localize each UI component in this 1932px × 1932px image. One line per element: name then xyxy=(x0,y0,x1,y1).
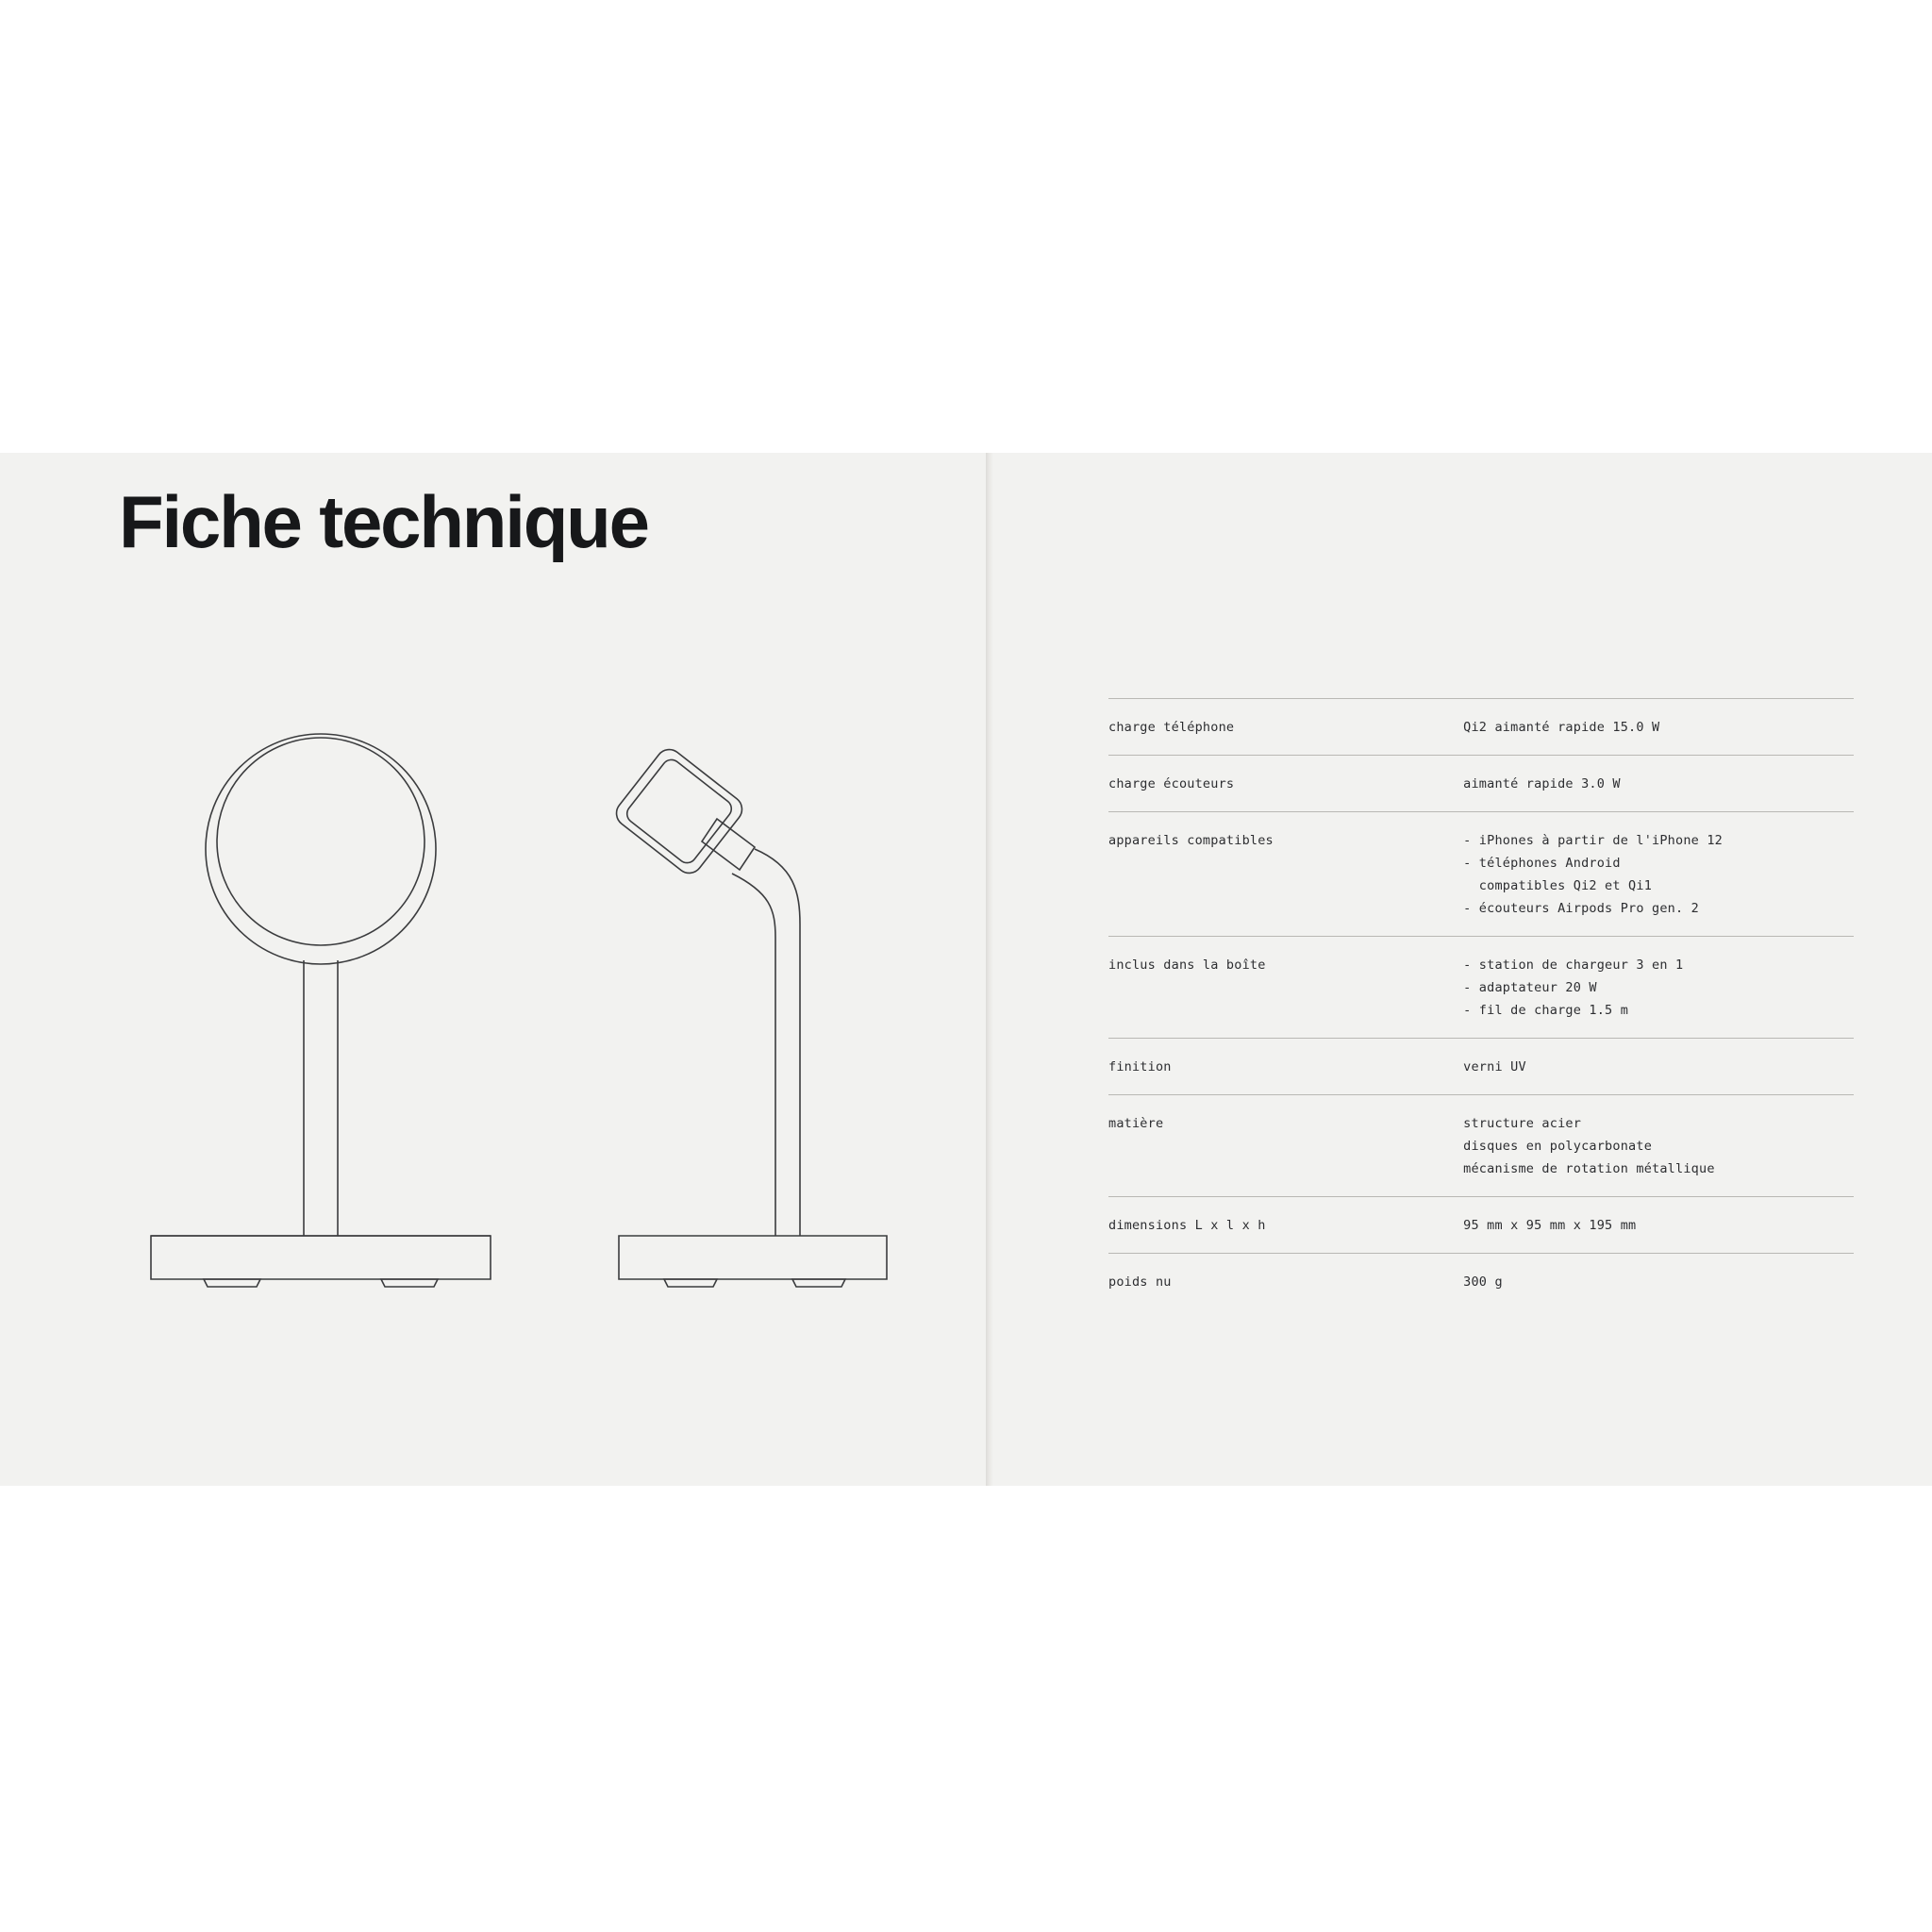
spec-value-list xyxy=(1463,1112,1854,1180)
spec-label: matière xyxy=(1108,1116,1164,1132)
spec-value-line: aimanté rapide 3.0 W xyxy=(1463,776,1621,792)
spec-value xyxy=(1463,1095,1854,1197)
spec-value-line: - adaptateur 20 W xyxy=(1463,980,1597,996)
spec-value xyxy=(1463,699,1854,756)
page-title: Fiche technique xyxy=(119,480,648,563)
spec-value-line: - téléphones Android xyxy=(1463,856,1621,872)
table-row xyxy=(1108,1197,1854,1254)
spec-value-line: compatibles Qi2 et Qi1 xyxy=(1463,878,1653,894)
spec-value xyxy=(1463,937,1854,1039)
spec-label: charge téléphone xyxy=(1108,720,1235,735)
table-row xyxy=(1108,699,1854,756)
spec-value-line: disques en polycarbonate xyxy=(1463,1139,1653,1155)
spec-value-line: - station de chargeur 3 en 1 xyxy=(1463,958,1684,974)
left-page xyxy=(0,453,986,1486)
spec-value-line: verni UV xyxy=(1463,1059,1526,1075)
front-view-charging-stand xyxy=(151,734,491,1287)
spec-value-line: - écouteurs Airpods Pro gen. 2 xyxy=(1463,901,1699,917)
spec-value xyxy=(1463,1197,1854,1254)
spec-label: inclus dans la boîte xyxy=(1108,958,1266,974)
spec-label: dimensions L x l x h xyxy=(1108,1218,1266,1234)
table-row xyxy=(1108,1039,1854,1095)
technical-drawings-svg xyxy=(94,708,943,1368)
spec-sheet-spread xyxy=(0,453,1932,1486)
table-row xyxy=(1108,756,1854,812)
spec-value-line: - iPhones à partir de l'iPhone 12 xyxy=(1463,833,1723,849)
table-row xyxy=(1108,1095,1854,1197)
spec-value-list xyxy=(1463,829,1854,920)
table-row xyxy=(1108,1254,1854,1310)
spec-label: charge écouteurs xyxy=(1108,776,1235,792)
spec-value xyxy=(1463,756,1854,812)
spec-table xyxy=(1108,698,1854,1309)
spec-value-line: 300 g xyxy=(1463,1274,1503,1291)
spec-label: finition xyxy=(1108,1059,1172,1075)
spec-value xyxy=(1463,812,1854,937)
spec-value xyxy=(1463,1039,1854,1095)
spec-value-line: 95 mm x 95 mm x 195 mm xyxy=(1463,1218,1637,1234)
table-row xyxy=(1108,812,1854,937)
spec-label: appareils compatibles xyxy=(1108,833,1274,849)
spec-value xyxy=(1463,1254,1854,1310)
spec-value-line: Qi2 aimanté rapide 15.0 W xyxy=(1463,720,1660,735)
book-gutter xyxy=(986,453,993,1486)
spec-value-list xyxy=(1463,954,1854,1022)
spec-value-line: - fil de charge 1.5 m xyxy=(1463,1003,1629,1019)
table-row xyxy=(1108,937,1854,1039)
spec-value-line: structure acier xyxy=(1463,1116,1582,1132)
spec-value-line: mécanisme de rotation métallique xyxy=(1463,1161,1715,1177)
product-drawings xyxy=(94,708,943,1368)
side-view-charging-stand xyxy=(611,744,887,1287)
right-page xyxy=(993,453,1932,1486)
spec-label: poids nu xyxy=(1108,1274,1172,1291)
